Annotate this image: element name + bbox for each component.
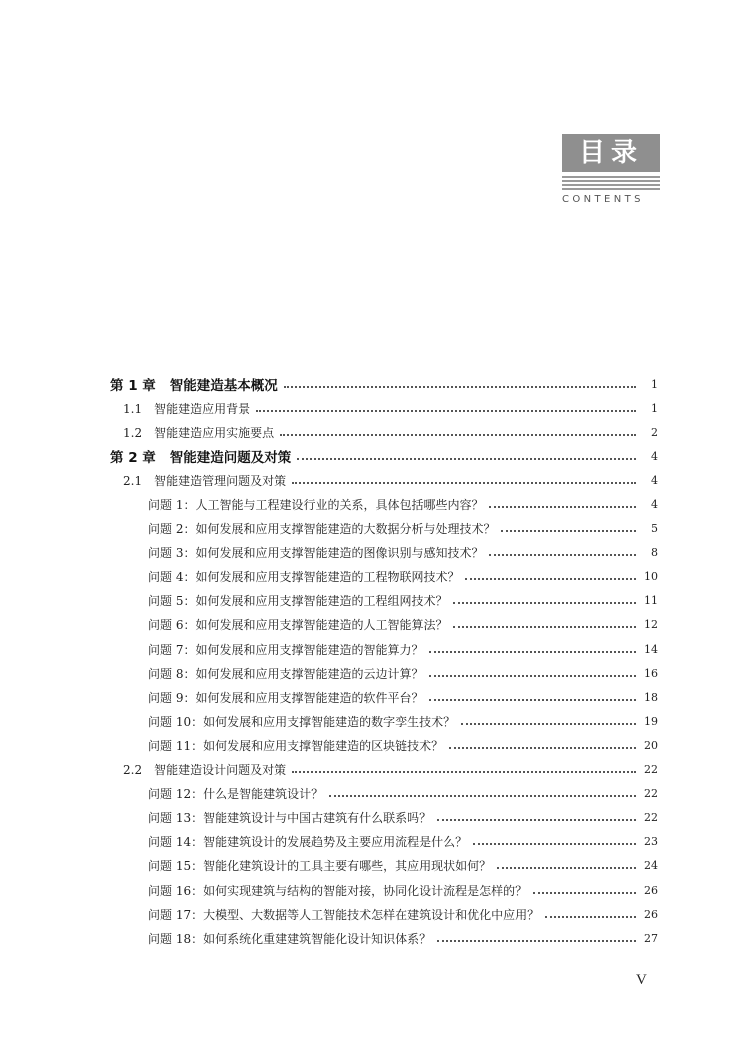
dot-leader <box>329 794 636 797</box>
toc-entry-question[interactable] <box>110 902 660 926</box>
dot-leader <box>429 698 636 701</box>
toc-entry-label: 问题 16：如何实现建筑与结构的智能对接，协同化设计流程是怎样的？ <box>148 883 528 898</box>
toc-entry-page: 10 <box>644 570 658 584</box>
toc-entry-label: 问题 13：智能建筑设计与中国古建筑有什么联系吗？ <box>148 811 432 826</box>
contents-title: 目录 <box>562 134 660 172</box>
toc-entry-title <box>148 520 495 537</box>
toc-entry-number: 第 1 章 <box>110 378 156 395</box>
toc-entry-page: 16 <box>644 666 658 680</box>
dot-leader <box>437 818 636 821</box>
toc-entry-number: 2.2 <box>123 763 143 778</box>
toc-entry-number: 1.1 <box>123 401 143 416</box>
toc-entry-question[interactable] <box>110 709 660 733</box>
toc-entry-question[interactable] <box>110 541 660 565</box>
toc-entry-question[interactable] <box>110 878 660 902</box>
toc-entry-label: 问题 2：如何发展和应用支撑智能建造的大数据分析与处理技术？ <box>148 522 496 537</box>
toc-entry-question[interactable] <box>110 685 660 709</box>
toc-entry-label: 智能建造基本概况 <box>169 378 278 395</box>
toc-entry-page: 27 <box>644 931 658 945</box>
toc-entry-title <box>148 544 483 561</box>
toc-entry-title <box>148 930 431 947</box>
toc-entry-page: 5 <box>651 522 658 536</box>
toc-entry-label: 智能建造设计问题及对策 <box>154 763 287 778</box>
toc-entry-page: 22 <box>644 811 658 825</box>
toc-entry-section[interactable] <box>110 396 660 420</box>
toc-entry-title <box>148 857 491 874</box>
toc-entry-title <box>123 472 286 489</box>
toc-entry-title <box>148 882 527 899</box>
toc-entry-label: 问题 3：如何发展和应用支撑智能建造的图像识别与感知技术？ <box>148 546 484 561</box>
toc-entry-label: 问题 8：如何发展和应用支撑智能建造的云边计算？ <box>148 666 424 681</box>
toc-entry-page: 12 <box>644 618 658 632</box>
toc-entry-label: 问题 6：如何发展和应用支撑智能建造的人工智能算法？ <box>148 618 448 633</box>
dot-leader <box>449 746 636 749</box>
toc-entry-page: 11 <box>644 594 658 608</box>
toc-entry-page: 4 <box>651 498 658 512</box>
toc-entry-page: 22 <box>644 763 658 777</box>
toc-entry-title <box>148 809 431 826</box>
toc-entry-chapter[interactable] <box>110 444 660 468</box>
contents-header <box>562 134 660 205</box>
toc-entry-question[interactable] <box>110 854 660 878</box>
toc-entry-section[interactable] <box>110 758 660 782</box>
toc-entry-title <box>148 833 467 850</box>
toc-entry-label: 问题 18：如何系统化重建建筑智能化设计知识体系？ <box>148 931 432 946</box>
dot-leader <box>453 625 636 628</box>
toc-entry-title <box>110 374 278 394</box>
toc-entry-label: 问题 9：如何发展和应用支撑智能建造的软件平台？ <box>148 690 424 705</box>
toc-entry-label: 问题 5：如何发展和应用支撑智能建造的工程组网技术？ <box>148 594 448 609</box>
dot-leader <box>429 650 636 653</box>
toc-entry-page: 20 <box>644 738 658 752</box>
dot-leader <box>497 866 636 869</box>
page-number: V <box>636 972 647 988</box>
toc-entry-page: 4 <box>651 473 658 487</box>
toc-entry-title <box>148 496 483 513</box>
toc-entry-question[interactable] <box>110 733 660 757</box>
toc-entry-page: 4 <box>651 449 658 463</box>
toc-entry-title <box>123 400 250 417</box>
toc-entry-question[interactable] <box>110 492 660 516</box>
toc-entry-page: 1 <box>651 377 658 391</box>
toc-entry-label: 问题 10：如何发展和应用支撑智能建造的数字孪生技术？ <box>148 714 456 729</box>
dot-leader <box>489 553 636 556</box>
dot-leader <box>545 915 636 918</box>
dot-leader <box>292 481 636 484</box>
dot-leader <box>284 385 636 388</box>
dot-leader <box>465 577 636 580</box>
toc-entry-label: 问题 4：如何发展和应用支撑智能建造的工程物联网技术？ <box>148 570 460 585</box>
toc-entry-page: 14 <box>644 642 658 656</box>
toc-entry-label: 问题 12：什么是智能建筑设计？ <box>148 787 324 802</box>
toc-entry-title <box>148 568 459 585</box>
toc-entry-page: 2 <box>651 425 658 439</box>
toc-entry-label: 智能建造管理问题及对策 <box>154 473 287 488</box>
toc-entry-page: 22 <box>644 787 658 801</box>
toc-entry-title <box>123 761 286 778</box>
toc-entry-question[interactable] <box>110 830 660 854</box>
toc-entry-title <box>148 665 423 682</box>
toc-entry-title <box>110 446 291 466</box>
toc-entry-label: 智能建造应用背景 <box>154 401 251 416</box>
toc-entry-question[interactable] <box>110 637 660 661</box>
toc-entry-page: 26 <box>644 907 658 921</box>
table-of-contents <box>110 372 660 950</box>
dot-leader <box>297 457 636 460</box>
toc-entry-number: 第 2 章 <box>110 450 156 467</box>
toc-entry-title <box>148 616 447 633</box>
toc-entry-question[interactable] <box>110 782 660 806</box>
toc-entry-chapter[interactable] <box>110 372 660 396</box>
toc-entry-question[interactable] <box>110 806 660 830</box>
toc-entry-label: 问题 15：智能化建筑设计的工具主要有哪些，其应用现状如何？ <box>148 859 492 874</box>
toc-entry-label: 智能建造问题及对策 <box>169 450 292 467</box>
dot-leader <box>489 505 636 508</box>
dot-leader <box>437 939 636 942</box>
toc-entry-question[interactable] <box>110 517 660 541</box>
toc-entry-page: 8 <box>651 546 658 560</box>
toc-entry-label: 问题 7：如何发展和应用支撑智能建造的智能算力？ <box>148 642 424 657</box>
toc-entry-question[interactable] <box>110 661 660 685</box>
toc-entry-title <box>148 689 423 706</box>
toc-entry-page: 1 <box>651 401 658 415</box>
toc-entry-question[interactable] <box>110 589 660 613</box>
toc-entry-title <box>148 641 423 658</box>
dot-leader <box>256 409 636 412</box>
toc-entry-title <box>148 906 539 923</box>
toc-entry-page: 24 <box>644 859 658 873</box>
toc-entry-label: 问题 14：智能建筑设计的发展趋势及主要应用流程是什么？ <box>148 835 468 850</box>
toc-entry-title <box>123 424 274 441</box>
toc-entry-title <box>148 713 455 730</box>
toc-entry-question[interactable] <box>110 926 660 950</box>
toc-entry-title <box>148 737 443 754</box>
dot-leader <box>429 674 636 677</box>
contents-subtitle: CONTENTS <box>562 194 644 205</box>
toc-entry-section[interactable] <box>110 468 660 492</box>
dot-leader <box>461 722 636 725</box>
toc-entry-label: 问题 11：如何发展和应用支撑智能建造的区块链技术？ <box>148 738 444 753</box>
toc-entry-label: 智能建造应用实施要点 <box>154 425 275 440</box>
toc-entry-page: 19 <box>644 714 658 728</box>
toc-entry-number: 1.2 <box>123 425 143 440</box>
toc-entry-page: 26 <box>644 883 658 897</box>
dot-leader <box>501 529 636 532</box>
toc-entry-title <box>148 592 447 609</box>
toc-entry-number: 2.1 <box>123 473 143 488</box>
toc-entry-page: 23 <box>644 835 658 849</box>
dot-leader <box>453 601 636 604</box>
dot-leader <box>533 891 636 894</box>
dot-leader <box>473 842 636 845</box>
toc-entry-label: 问题 17：大模型、大数据等人工智能技术怎样在建筑设计和优化中应用？ <box>148 907 540 922</box>
dot-leader <box>280 433 636 436</box>
dot-leader <box>292 770 636 773</box>
toc-entry-label: 问题 1：人工智能与工程建设行业的关系，具体包括哪些内容？ <box>148 498 484 513</box>
toc-entry-section[interactable] <box>110 420 660 444</box>
toc-entry-question[interactable] <box>110 565 660 589</box>
toc-entry-title <box>148 785 323 802</box>
toc-entry-question[interactable] <box>110 613 660 637</box>
toc-entry-page: 18 <box>644 690 658 704</box>
title-rules-decoration <box>562 176 660 190</box>
